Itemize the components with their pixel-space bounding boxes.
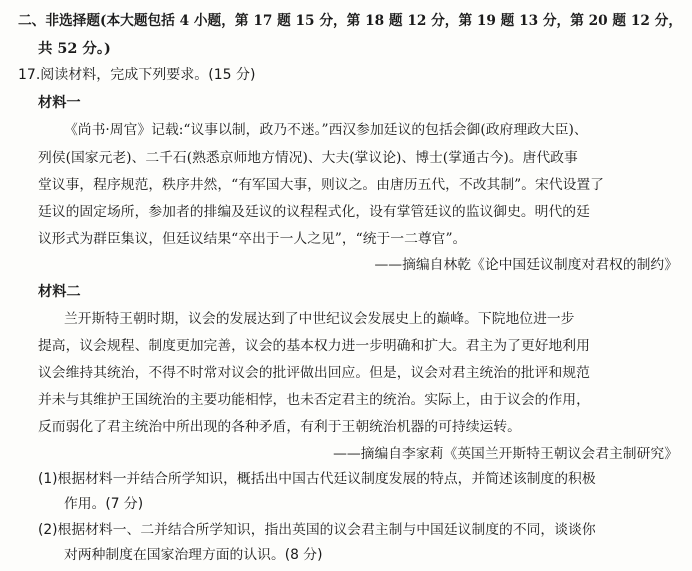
material-1-line: 廷议的固定场所，参加者的排编及廷议的议程程式化，设有掌管廷议的监议御史。明代的廷 xyxy=(38,204,590,220)
material-2-line: 兰开斯特王朝时期，议会的发展达到了中世纪议会发展史上的巅峰。下院地位进一步 xyxy=(64,311,575,327)
material-1-title: 材料一 xyxy=(38,95,81,111)
sub-question-1-line-2: 作用。(7 分) xyxy=(64,496,144,512)
sub-question-1-line-1: (1)根据材料一并结合所学知识，概括出中国古代廷议制度发展的特点，并简述该制度的积极 xyxy=(38,471,596,487)
material-2-title: 材料二 xyxy=(38,284,81,300)
sub-question-2-line-2: 对两种制度在国家治理方面的认识。(8 分) xyxy=(64,547,323,563)
section-header-line-2: 共 52 分。) xyxy=(38,40,111,57)
material-2-line: 反而弱化了君主统治中所出现的各种矛盾，有利于王朝统治机器的可持续运转。 xyxy=(38,419,521,435)
sub-question-2-line-1: (2)根据材料一、二并结合所学知识，指出英国的议会君主制与中国廷议制度的不同，谈谈你 xyxy=(38,522,596,538)
material-1-line: 堂议事，程序规范，秩序井然，“有军国大事，则议之。由唐历五代，不改其制”。宋代设置了 xyxy=(38,177,604,193)
material-1-line: 列侯(国家元老)、二千石(熟悉京师地方情况)、大夫(掌议论)、博士(掌通古今)。唐代政事 xyxy=(38,150,578,166)
material-1-source: ——摘编自林乾《论中国廷议制度对君权的制约》 xyxy=(374,257,678,273)
material-2-line: 提高，议会规程、制度更加完善，议会的基本权力进一步明确和扩大。君主为了更好地利用 xyxy=(38,338,590,354)
material-2-line: 并未与其维护王国统治的主要功能相悖，也未否定君主的统治。实际上，由于议会的作用， xyxy=(38,392,590,408)
material-2-line: 议会维持其统治，不得不时常对议会的批评做出回应。但是，议会对君主统治的批评和规范 xyxy=(38,365,590,381)
material-1-line: 议形式为群臣集议，但廷议结果“卒出于一人之见”，“统于一二尊官”。 xyxy=(38,231,467,247)
material-2-source: ——摘编自李家莉《英国兰开斯特王朝议会君主制研究》 xyxy=(333,446,678,462)
material-1-line: 《尚书·周官》记载:“议事以制，政乃不迷。”西汉参加廷议的包括会御(政府理政大臣)、 xyxy=(64,122,588,138)
question-17-stem: 17.阅读材料，完成下列要求。(15 分) xyxy=(18,67,256,83)
section-header-line-1: 二、非选择题(本大题包括 4 小题，第 17 题 15 分，第 18 题 12 分，第 19 题 13 分，第 20 题 12 分， xyxy=(18,12,682,29)
